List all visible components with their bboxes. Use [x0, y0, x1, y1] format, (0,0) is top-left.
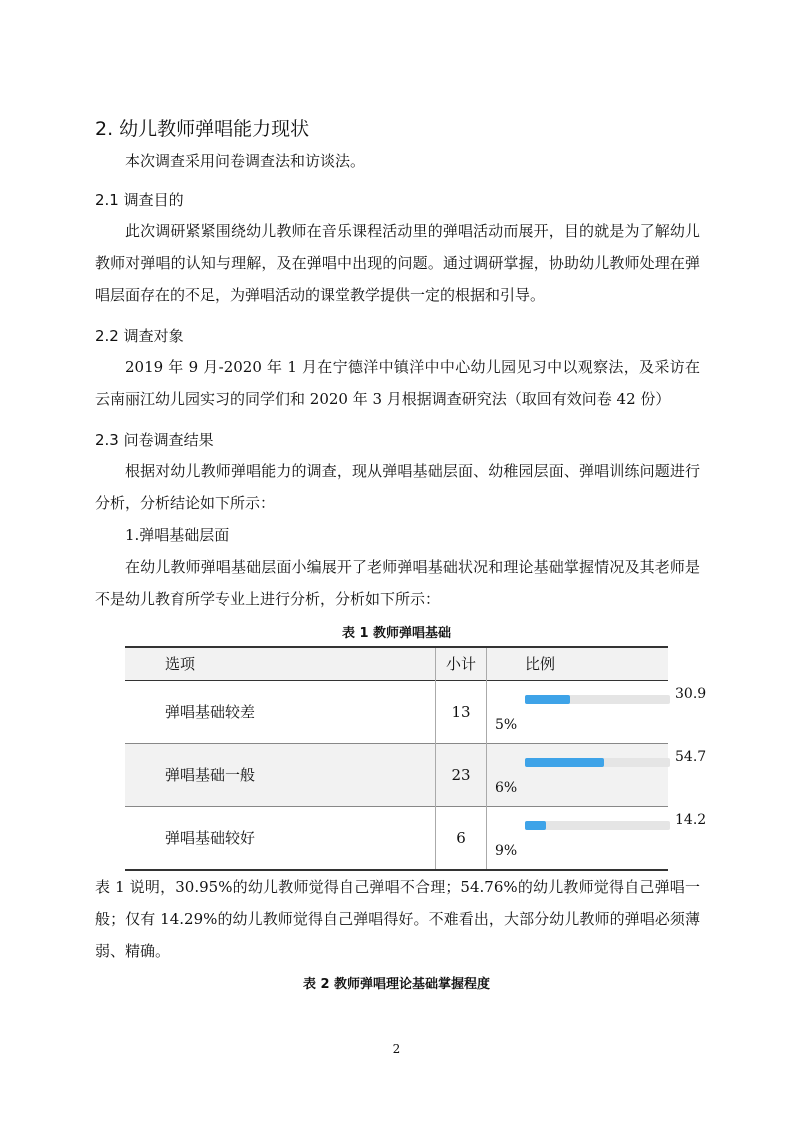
row-count: 23	[436, 743, 487, 806]
subsection-heading-2-3: 2.3 问卷调查结果	[95, 431, 214, 449]
ratio-bar-track	[525, 695, 670, 704]
table1	[125, 646, 707, 871]
row-option: 弹唱基础较好	[165, 829, 256, 847]
section-heading: 2. 幼儿教师弹唱能力现状	[95, 118, 310, 140]
subsection-text-2-3: 根据对幼儿教师弹唱能力的调查，现从弹唱基础层面、幼稚园层面、弹唱训练问题进行分析，分析结论如下所示：	[95, 462, 700, 512]
table2-caption: 表 2 教师弹唱理论基础掌握程度	[302, 977, 491, 992]
subsection-heading-2-1: 2.1 调查目的	[95, 191, 184, 209]
table-row	[125, 743, 668, 806]
subsection-text-basic-level: 在幼儿教师弹唱基础层面小编展开了老师弹唱基础状况和理论基础掌握情况及其老师是不是幼儿教育所学专业上进行分析，分析如下所示：	[95, 558, 700, 608]
row-count: 13	[436, 680, 487, 743]
ratio-percent: 30.9	[675, 685, 707, 702]
table-row	[125, 680, 668, 743]
ratio-percent: 54.7	[675, 748, 707, 765]
table1-explanation: 表 1 说明，30.95%的幼儿教师觉得自己弹唱不合理；54.76%的幼儿教师觉得自己弹唱一般；仅有 14.29%的幼儿教师觉得自己弹唱得好。不难看出，大部分幼儿教师的弹唱必须薄弱、精确。	[95, 878, 700, 960]
header-ratio: 比例	[525, 655, 556, 674]
subheading-basic-level: 1.弹唱基础层面	[125, 526, 230, 544]
table1-caption: 表 1 教师弹唱基础	[341, 626, 452, 641]
table-header-row	[125, 647, 668, 680]
row-option: 弹唱基础一般	[165, 766, 256, 784]
ratio-bar-fill	[525, 695, 570, 704]
header-count: 小计	[436, 647, 487, 680]
section-intro: 本次调查采用问卷调查法和访谈法。	[125, 152, 366, 170]
row-option: 弹唱基础较差	[165, 703, 256, 721]
ratio-percent-wrap: 9%	[495, 842, 518, 859]
ratio-bar-fill	[525, 758, 604, 767]
subsection-heading-2-2: 2.2 调查对象	[95, 327, 184, 345]
ratio-percent-wrap: 6%	[495, 779, 518, 796]
row-count: 6	[436, 806, 487, 870]
ratio-percent: 14.2	[675, 811, 707, 828]
page-number: 2	[392, 1042, 401, 1056]
ratio-bar-fill	[525, 821, 546, 830]
header-option: 选项	[165, 655, 196, 674]
ratio-percent-wrap: 5%	[495, 716, 518, 733]
subsection-text-2-2: 2019 年 9 月-2020 年 1 月在宁德洋中镇洋中中心幼儿园见习中以观察法，及采访在云南丽江幼儿园实习的同学们和 2020 年 3 月根据调查研究法（取回有效问卷 42 份）	[95, 358, 700, 408]
ratio-bar-track	[525, 758, 670, 767]
subsection-text-2-1: 此次调研紧紧围绕幼儿教师在音乐课程活动里的弹唱活动而展开，目的就是为了解幼儿教师对弹唱的认知与理解，及在弹唱中出现的问题。通过调研掌握，协助幼儿教师处理在弹唱层面存在的不足，为弹唱活动的课堂教学提供一定的根据和引导。	[95, 222, 700, 304]
ratio-bar-track	[525, 821, 670, 830]
table-row	[125, 806, 668, 870]
